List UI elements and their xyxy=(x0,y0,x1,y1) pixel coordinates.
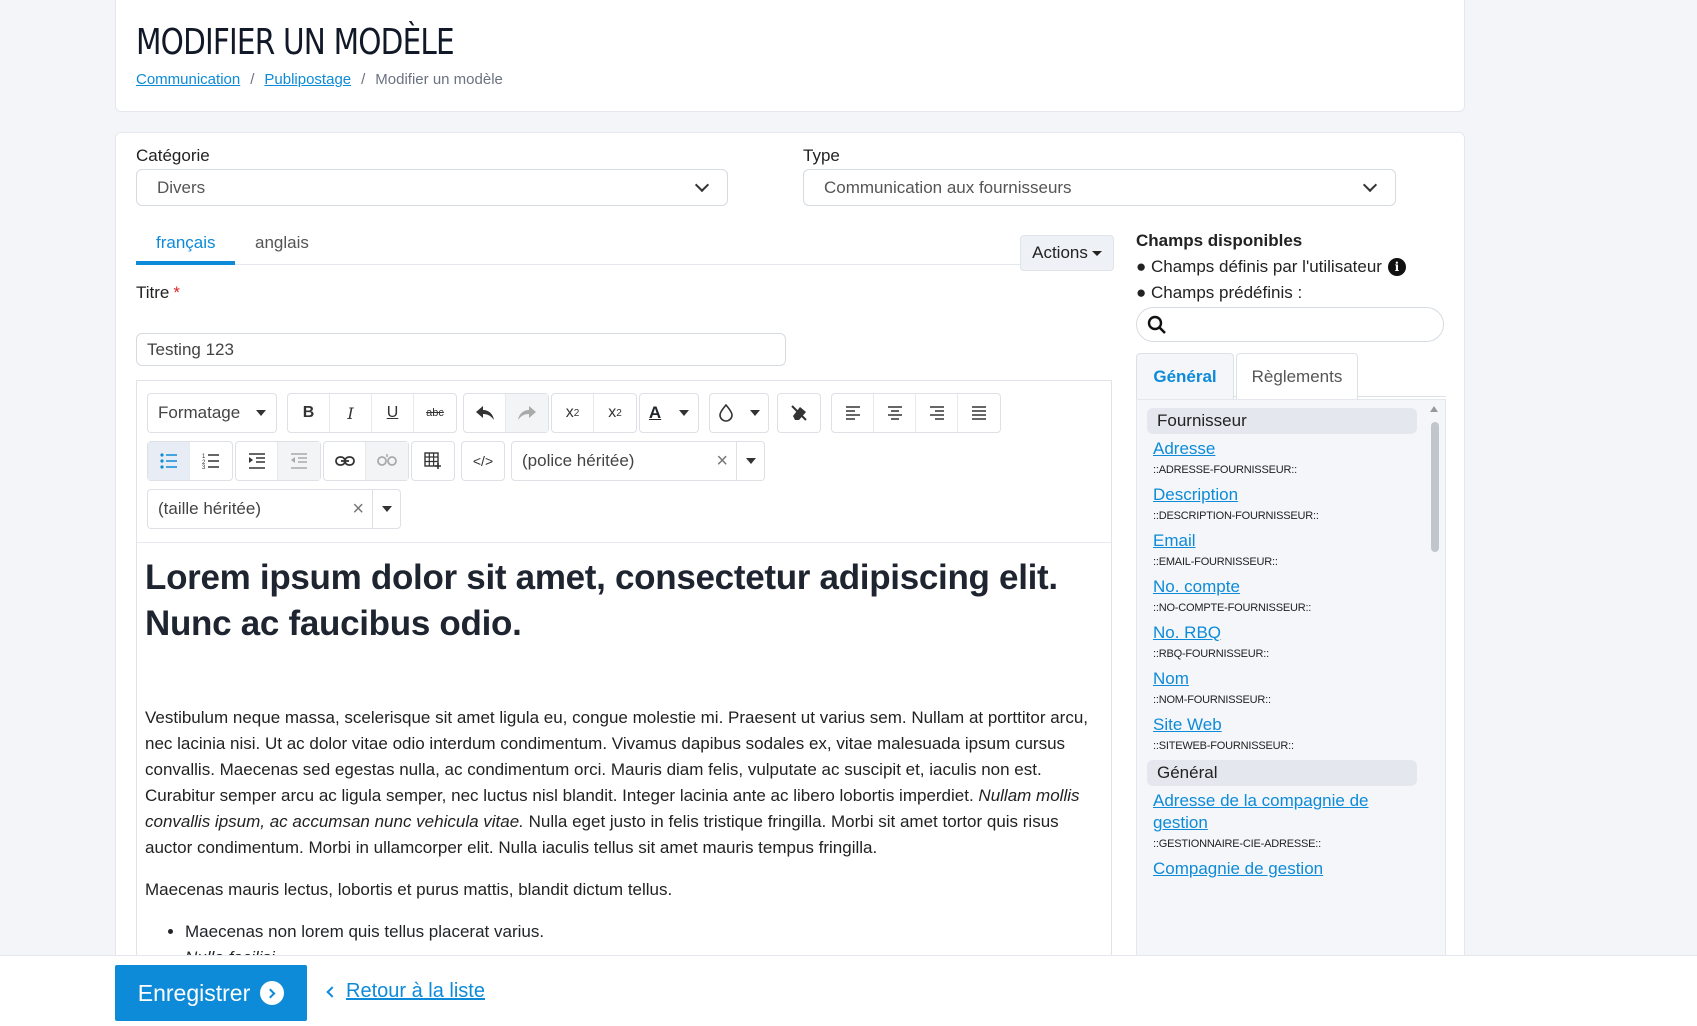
tab-anglais[interactable]: anglais xyxy=(255,233,309,252)
indent-icon xyxy=(248,453,266,469)
font-size-value: (taille héritée) xyxy=(158,499,261,518)
user-fields-line xyxy=(1136,257,1406,277)
field-link[interactable]: Adresse xyxy=(1153,439,1216,458)
field-link[interactable]: Email xyxy=(1153,531,1196,550)
paragraph-text: Nulla eget justo in felis tristique fringilla. Morbi sit amet tortor quis risus auctor condimentum. Morbi in ullamcorper elit. Nulla iaculis tellus sit amet mauris tempus fringilla. xyxy=(145,812,1059,857)
code-view-button[interactable]: </> xyxy=(472,453,494,469)
link-group xyxy=(323,441,409,481)
bullet-list-button[interactable] xyxy=(148,442,190,480)
align-left-button[interactable] xyxy=(832,394,874,432)
breadcrumb-separator: / xyxy=(250,71,255,88)
redo-button[interactable] xyxy=(506,394,548,432)
field-item xyxy=(1153,530,1403,568)
link-icon xyxy=(335,455,355,467)
field-item xyxy=(1153,622,1403,660)
outdent-icon xyxy=(290,453,308,469)
content-heading: Lorem ipsum dolor sit amet, consectetur adipiscing elit. Nunc ac faucibus odio. xyxy=(145,558,1058,643)
font-dropdown-toggle[interactable] xyxy=(736,442,764,480)
clear-format-group xyxy=(777,393,821,433)
svg-text:2: 2 xyxy=(202,460,206,466)
info-icon[interactable]: i xyxy=(1388,258,1406,276)
field-link[interactable]: Description xyxy=(1153,485,1239,504)
search-icon xyxy=(1147,315,1167,335)
actions-label: Actions xyxy=(1032,243,1088,262)
field-link[interactable]: Compagnie de gestion xyxy=(1153,859,1324,878)
tab-reglements[interactable]: Règlements xyxy=(1236,353,1358,399)
field-link[interactable]: Nom xyxy=(1153,669,1189,688)
paragraph-text: Vestibulum neque massa, scelerisque sit amet ligula eu, congue molestie mi. Praesent ut varius sem. Nullam at porttitor arcu, nec lacinia nisi. Ut ac dolor vitae odio interdum condimentum. Vivamus dapibus sodales ex, vitae malesuada ipsum cursus convallis. Maecenas sed egestas nulla, ac condimentum orci. Mauris diam felis, vulputate ac suscipit et, iaculis non est. Curabitur semper arcu ac ligula semper, nec luctus nisl blandit. Integer lacinia ante ac libero lobortis imperdiet. xyxy=(145,708,1088,805)
size-dropdown-toggle[interactable] xyxy=(372,490,400,528)
strikethrough-button[interactable]: abc xyxy=(426,407,444,419)
bullet-list-icon xyxy=(160,453,178,469)
paragraph-italic: Nullam mollis convallis ipsum, ac accumsan nunc vehicula vitae. xyxy=(145,786,1080,831)
main-card xyxy=(115,132,1465,1026)
text-color-button[interactable] xyxy=(639,393,699,433)
breadcrumb-separator: / xyxy=(361,71,366,88)
field-code: ::RBQ-FOURNISSEUR:: xyxy=(1153,648,1269,660)
field-item xyxy=(1153,858,1403,880)
align-justify-icon xyxy=(971,406,987,420)
field-link[interactable]: No. compte xyxy=(1153,577,1240,596)
language-tabs xyxy=(136,225,1114,265)
titre-label: Titre xyxy=(136,283,170,302)
breadcrumb-publipostage[interactable]: Publipostage xyxy=(264,71,352,88)
editor-content[interactable] xyxy=(137,543,1111,971)
required-mark: * xyxy=(173,283,180,302)
tab-general[interactable]: Général xyxy=(1136,353,1234,399)
content-paragraph xyxy=(145,705,1103,861)
field-code: ::GESTIONNAIRE-CIE-ADRESSE:: xyxy=(1153,838,1321,850)
clear-icon[interactable]: × xyxy=(352,497,364,520)
footer-bar xyxy=(0,955,1697,1026)
bold-button[interactable]: B xyxy=(288,394,330,432)
scroll-up-icon[interactable] xyxy=(1430,406,1438,412)
field-item xyxy=(1153,484,1403,522)
field-item xyxy=(1153,668,1403,706)
field-link[interactable]: No. RBQ xyxy=(1153,623,1222,642)
editor-toolbar xyxy=(137,381,1111,543)
font-family-select[interactable] xyxy=(511,441,765,481)
field-link[interactable]: Site Web xyxy=(1153,715,1222,734)
header-card xyxy=(115,0,1465,112)
unlink-icon xyxy=(377,454,397,468)
table-group xyxy=(411,441,455,481)
rich-text-editor xyxy=(136,380,1112,1026)
titre-label-row xyxy=(136,283,180,303)
save-label: Enregistrer xyxy=(137,979,251,1006)
align-right-button[interactable] xyxy=(916,394,958,432)
field-item xyxy=(1153,714,1403,752)
save-button[interactable] xyxy=(115,965,307,1021)
droplet-icon xyxy=(718,404,734,422)
indent-group xyxy=(235,441,321,481)
categorie-select[interactable] xyxy=(136,169,728,206)
chevron-down-icon xyxy=(1363,178,1377,192)
align-left-icon xyxy=(845,406,861,420)
champs-title: Champs disponibles xyxy=(1136,231,1303,250)
align-group xyxy=(831,393,1001,433)
list-item: • Maecenas non lorem quis tellus placerat varius. xyxy=(185,919,1103,945)
scroll-thumb[interactable] xyxy=(1431,422,1439,552)
caret-down-icon xyxy=(1092,251,1102,256)
field-code: ::DESCRIPTION-FOURNISSEUR:: xyxy=(1153,510,1319,522)
back-label: Retour à la liste xyxy=(346,980,485,1002)
chevron-right-circle-icon xyxy=(260,981,284,1005)
align-center-button[interactable] xyxy=(874,394,916,432)
font-family-value: (police héritée) xyxy=(522,451,635,470)
chevron-left-icon xyxy=(326,986,337,997)
field-code: ::EMAIL-FOURNISSEUR:: xyxy=(1153,556,1278,568)
indent-button[interactable] xyxy=(236,442,278,480)
caret-down-icon xyxy=(746,458,756,464)
fields-tabs xyxy=(1136,353,1446,397)
fields-search-input[interactable] xyxy=(1136,307,1444,342)
categorie-value: Divers xyxy=(157,177,206,197)
titre-input[interactable] xyxy=(136,333,786,366)
content-paragraph: Maecenas mauris lectus, lobortis et purus mattis, blandit dictum tellus. xyxy=(145,880,673,899)
breadcrumb-communication[interactable]: Communication xyxy=(136,71,241,88)
svg-text:1: 1 xyxy=(202,454,206,460)
superscript-button[interactable]: x 2 xyxy=(608,404,622,421)
svg-text:3: 3 xyxy=(202,465,206,469)
redo-icon xyxy=(517,405,537,421)
clear-icon[interactable]: × xyxy=(716,449,728,472)
outdent-button[interactable] xyxy=(278,442,320,480)
tab-francais[interactable]: français xyxy=(136,225,235,265)
background-color-button[interactable] xyxy=(709,393,769,433)
breadcrumb xyxy=(136,71,503,88)
actions-button[interactable] xyxy=(1020,235,1114,271)
field-item xyxy=(1153,790,1403,850)
breadcrumb-current: Modifier un modèle xyxy=(375,71,503,88)
align-right-icon xyxy=(929,406,945,420)
field-link[interactable]: Adresse de la compagnie de gestion xyxy=(1153,791,1369,832)
align-center-icon xyxy=(887,406,903,420)
user-fields-label[interactable]: ● Champs définis par l'utilisateur xyxy=(1136,257,1382,276)
type-label: Type xyxy=(803,146,840,165)
undo-icon xyxy=(475,405,495,421)
code-group xyxy=(461,441,505,481)
field-code: ::SITEWEB-FOURNISSEUR:: xyxy=(1153,740,1294,752)
predefined-fields-label: ● Champs prédéfinis : xyxy=(1136,283,1303,302)
chevron-down-icon xyxy=(695,178,709,192)
numbered-list-icon xyxy=(202,453,220,469)
type-value: Communication aux fournisseurs xyxy=(824,177,1072,197)
caret-down-icon xyxy=(750,410,760,416)
caret-down-icon xyxy=(382,506,392,512)
group-header-general: Général xyxy=(1147,760,1417,786)
script-group xyxy=(551,393,637,433)
caret-down-icon xyxy=(679,410,689,416)
field-item xyxy=(1153,576,1403,614)
group-header-fournisseur: Fournisseur xyxy=(1147,408,1417,434)
numbered-list-button[interactable] xyxy=(190,442,232,480)
back-to-list-link[interactable] xyxy=(328,980,485,1003)
undo-button[interactable] xyxy=(464,394,506,432)
clear-format-button[interactable] xyxy=(778,394,820,432)
align-justify-button[interactable] xyxy=(958,394,1000,432)
font-size-select[interactable] xyxy=(147,489,401,529)
history-group xyxy=(463,393,549,433)
fields-list[interactable] xyxy=(1136,399,1446,1026)
table-button[interactable] xyxy=(412,442,454,480)
field-item xyxy=(1153,438,1403,476)
field-code: ::NOM-FOURNISSEUR:: xyxy=(1153,694,1271,706)
format-select-value: Formatage xyxy=(158,403,241,422)
underline-button[interactable]: U xyxy=(372,394,414,432)
link-button[interactable] xyxy=(324,442,366,480)
titre-value: Testing 123 xyxy=(147,339,234,359)
page-title: MODIFIER UN MODÈLE xyxy=(136,22,454,63)
field-code: ::ADRESSE-FOURNISSEUR:: xyxy=(1153,464,1297,476)
list-group xyxy=(147,441,233,481)
italic-button[interactable]: I xyxy=(330,394,372,432)
text-color-icon: A xyxy=(648,403,662,422)
table-icon xyxy=(424,452,442,470)
eraser-icon xyxy=(790,404,808,422)
format-select[interactable] xyxy=(147,393,277,433)
field-code: ::NO-COMPTE-FOURNISSEUR:: xyxy=(1153,602,1312,614)
fields-scrollbar[interactable] xyxy=(1429,400,1441,1026)
caret-down-icon xyxy=(256,410,266,416)
categorie-label: Catégorie xyxy=(136,146,210,165)
unlink-button[interactable] xyxy=(366,442,408,480)
text-style-group xyxy=(287,393,457,433)
subscript-button[interactable]: x 2 xyxy=(552,394,594,432)
type-select[interactable] xyxy=(803,169,1396,206)
